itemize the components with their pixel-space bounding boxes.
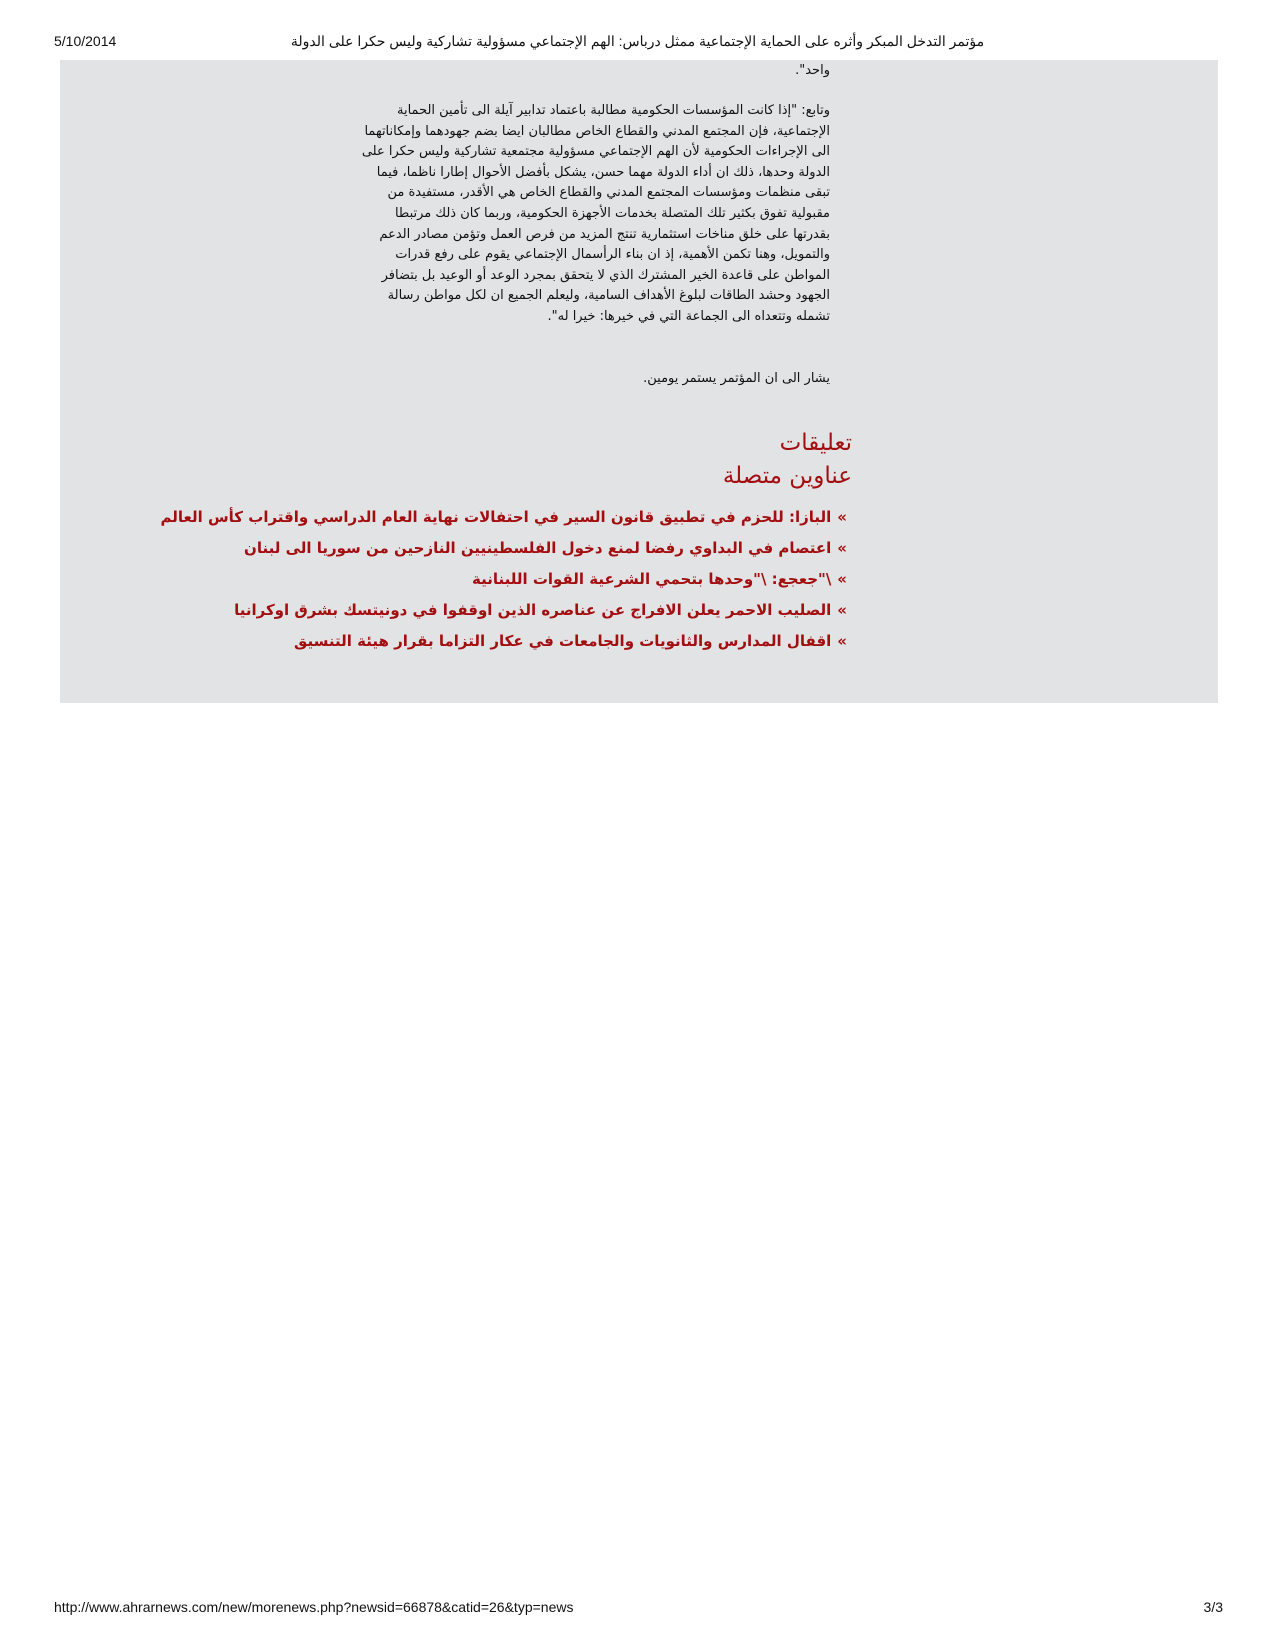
print-header-date: 5/10/2014 bbox=[54, 33, 117, 49]
related-link[interactable] bbox=[127, 503, 847, 534]
bullet-icon: » bbox=[837, 601, 847, 619]
related-link[interactable] bbox=[127, 565, 847, 596]
related-link-text[interactable]: اقفال المدارس والثانويات والجامعات في عكار التزاما بقرار هيئة التنسيق bbox=[293, 632, 832, 650]
print-footer-page: 3/3 bbox=[1203, 1599, 1223, 1615]
related-heading: عناوين متصلة bbox=[722, 463, 852, 489]
related-link[interactable] bbox=[127, 596, 847, 627]
bullet-icon: » bbox=[837, 570, 847, 588]
related-link-text[interactable]: اعتصام في البداوي رفضا لمنع دخول الفلسطينيين النازحين من سوريا الى لبنان bbox=[244, 539, 832, 557]
bullet-icon: » bbox=[837, 539, 847, 557]
related-link[interactable] bbox=[127, 534, 847, 565]
related-link-text[interactable]: \"جعجع: \"وحدها بتحمي الشرعية القوات اللبنانية bbox=[471, 570, 832, 588]
print-footer-url: http://www.ahrarnews.com/new/morenews.php?newsid=66878&catid=26&typ=news bbox=[54, 1599, 574, 1615]
article-closing: يشار الى ان المؤتمر يستمر يومين. bbox=[643, 371, 830, 386]
related-link-text[interactable]: البازا: للحزم في تطبيق قانون السير في احتفالات نهاية العام الدراسي واقتراب كأس العالم bbox=[160, 508, 832, 526]
comments-heading: تعليقات bbox=[779, 430, 852, 456]
related-link-text[interactable]: الصليب الاحمر يعلن الافراج عن عناصره الذين اوقفوا في دونيتسك بشرق اوكرانيا bbox=[234, 601, 832, 619]
article-main-paragraph: وتابع: "إذا كانت المؤسسات الحكومية مطالبة باعتماد تدابير آيلة الى تأمين الحماية الإجتماعية، فإن المجتمع المدني والقطاع الخاص مطالبان ايضا بضم جهودهما وإمكاناتهما الى الإجراءات الحكومية لأن الهم الإجتماعي مسؤولية مجتمعية تشاركية وليس حكرا على الدولة وحدها، ذلك ان أداء الدولة مهما حسن، يشكل بأفضل الأحوال إطارا ناظما، فيما تبقى منظمات ومؤسسات المجتمع المدني والقطاع الخاص هي الأقدر، مستفيدة من مقبولية تفوق بكثير تلك المتصلة بخدمات الأجهزة الحكومية، وربما كان ذلك مرتبطا بقدرتها على خلق مناخات استثمارية تنتج المزيد من فرص العمل وتؤمن مصادر الدعم والتمويل، وهنا تكمن الأهمية، إذ ان بناء الرأسمال الإجتماعي يقوم على رفع قدرات المواطن على قاعدة الخير المشترك الذي لا يتحقق بمجرد الوعد أو الوعيد بل بتضافر الجهود وحشد الطاقات لبلوغ الأهداف السامية، وليعلم الجميع ان لكل مواطن رسالة تشمله وتتعداه الى الجماعة التي في خيرها: خيرا له". bbox=[361, 103, 830, 324]
bullet-icon: » bbox=[837, 632, 847, 650]
article-first-line: واحد". bbox=[795, 63, 830, 78]
bullet-icon: » bbox=[837, 508, 847, 526]
print-header-title: مؤتمر التدخل المبكر وأثره على الحماية الإجتماعية ممثل درباس: الهم الإجتماعي مسؤولية تشاركية وليس حكرا على الدولة bbox=[290, 33, 985, 49]
related-link[interactable] bbox=[127, 627, 847, 658]
related-list bbox=[127, 503, 847, 658]
article-panel bbox=[60, 60, 1218, 703]
